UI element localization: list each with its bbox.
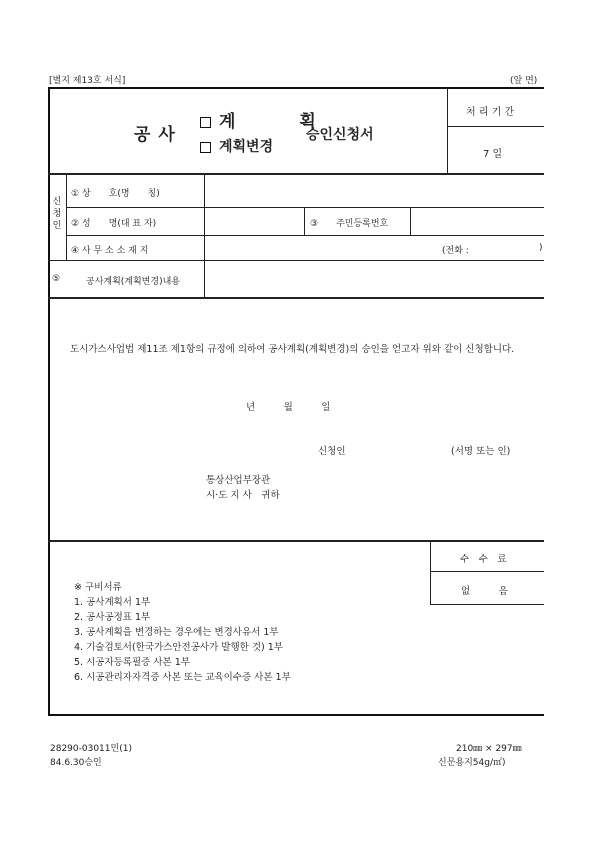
- document-item: 5. 시공자등록필증 사본 1부: [74, 657, 190, 668]
- page-side-label: (앞 면): [510, 76, 538, 86]
- fee-value: 없 음: [461, 586, 508, 597]
- document-item: 2. 공사공정표 1부: [74, 612, 151, 623]
- checkbox-plan-change[interactable]: [200, 142, 211, 153]
- document-item: 3. 공사계획을 변경하는 경우에는 변경사유서 1부: [74, 627, 279, 638]
- resident-number-field[interactable]: [412, 209, 542, 233]
- recipient-governor: 시·도 지 사 귀하: [206, 490, 280, 501]
- approval-date: 84.6.30승인: [50, 758, 102, 768]
- applicant-label: 신청인: [318, 446, 346, 457]
- form-code: 28290-03011민(1): [50, 744, 132, 754]
- title-option-plan-change: 계획변경: [200, 136, 273, 156]
- content-number: ⑤: [52, 274, 61, 284]
- signature-label: (서명 또는 인): [451, 446, 511, 457]
- paper-size: 210㎜ × 297㎜: [456, 744, 522, 754]
- content-label: 공사계획(계획변경)내용: [86, 277, 180, 287]
- required-documents: [74, 580, 291, 685]
- phone-close: ): [539, 243, 543, 253]
- application-statement: 도시가스사업법 제11조 제1항의 규정에 의하여 공사계획(계획변경)의 승인을 얻고자 위와 같이 신청합니다.: [70, 344, 515, 355]
- title-suffix: 승인신청서: [306, 127, 374, 143]
- form-number: [별지 제13호 서식]: [49, 76, 126, 86]
- documents-title: ※ 구비서류: [74, 582, 122, 593]
- recipient-minister: 통상산업부장관: [206, 475, 271, 486]
- phone-label: (전화 :: [442, 246, 469, 256]
- paper-type: 신문용지54g/㎡): [438, 758, 506, 768]
- date-line: 년 월 일: [246, 402, 331, 413]
- processing-period-value: 7 일: [483, 149, 503, 160]
- fee-label: 수 수 료: [460, 554, 507, 565]
- checkbox-plan[interactable]: [200, 117, 211, 128]
- document-item: 4. 기술검토서(한국가스안전공사가 발행한 것) 1부: [74, 642, 283, 653]
- office-address-field[interactable]: [206, 237, 436, 258]
- title-option-plan: 계 획: [200, 107, 326, 132]
- company-name-field[interactable]: [206, 176, 542, 205]
- document-item: 1. 공사계획서 1부: [74, 597, 151, 608]
- resident-number-label: ③ 주민등록번호: [310, 219, 389, 229]
- applicant-group-label: 신청인: [52, 197, 62, 231]
- representative-name-field[interactable]: [206, 209, 302, 233]
- representative-name-label: ② 성 명(대 표 자): [71, 219, 157, 229]
- document-item: 6. 시공관리자자격증 사본 또는 교육이수증 사본 1부: [74, 672, 291, 683]
- processing-period-label: 처 리 기 간: [466, 107, 515, 118]
- company-name-label: ① 상 호(명 칭): [71, 189, 160, 199]
- content-field[interactable]: [206, 262, 542, 295]
- office-address-label: ④ 사 무 소 소 재 지: [71, 246, 149, 256]
- title-prefix: 공 사: [134, 125, 176, 145]
